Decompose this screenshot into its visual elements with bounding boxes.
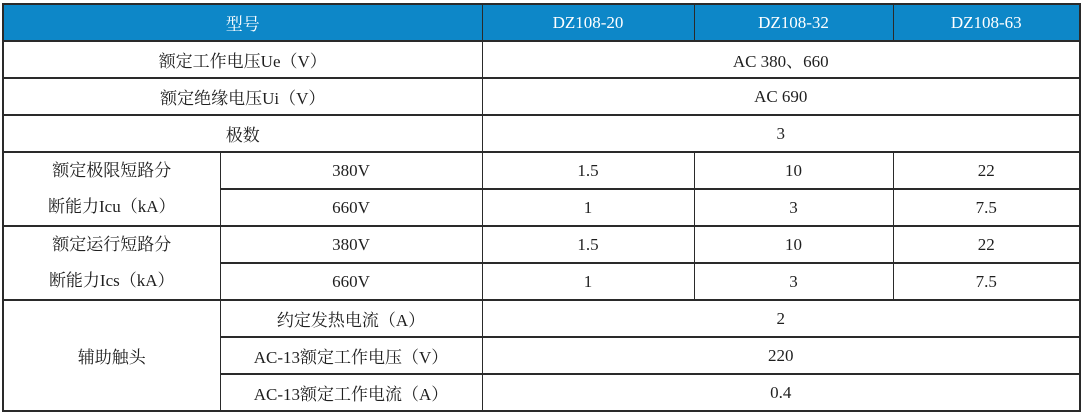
aux-ac13-current-label: AC-13额定工作电流（A） (220, 374, 482, 411)
icu-label-line1: 额定极限短路分 (52, 161, 172, 180)
rated-insulation-voltage-label: 额定绝缘电压Ui（V） (3, 78, 482, 115)
header-col-dz108-63: DZ108-63 (893, 4, 1080, 41)
header-col-dz108-20: DZ108-20 (482, 4, 694, 41)
header-col-dz108-32: DZ108-32 (694, 4, 893, 41)
aux-ac13-current-value: 0.4 (482, 374, 1080, 411)
icu-660v-dz108-20: 1 (482, 189, 694, 226)
row-ics-380v (3, 226, 1080, 263)
icu-660v-dz108-32: 3 (694, 189, 893, 226)
rated-working-voltage-value: AC 380、660 (482, 41, 1080, 78)
icu-660v-dz108-63: 7.5 (893, 189, 1080, 226)
aux-ac13-voltage-label: AC-13额定工作电压（V） (220, 337, 482, 374)
header-row (3, 4, 1080, 41)
icu-380v-dz108-63: 22 (893, 152, 1080, 189)
ics-label (3, 226, 220, 300)
row-icu-380v (3, 152, 1080, 189)
aux-thermal-current-label: 约定发热电流（A） (220, 300, 482, 337)
aux-thermal-current-value: 2 (482, 300, 1080, 337)
icu-380v-label: 380V (220, 152, 482, 189)
icu-label (3, 152, 220, 226)
ics-380v-dz108-20: 1.5 (482, 226, 694, 263)
row-poles (3, 115, 1080, 152)
icu-380v-dz108-20: 1.5 (482, 152, 694, 189)
row-rated-insulation-voltage (3, 78, 1080, 115)
ics-660v-label: 660V (220, 263, 482, 300)
icu-label-line2: 断能力Icu（kA） (48, 197, 176, 216)
aux-ac13-voltage-value: 220 (482, 337, 1080, 374)
ics-660v-dz108-32: 3 (694, 263, 893, 300)
ics-660v-dz108-63: 7.5 (893, 263, 1080, 300)
header-model-label: 型号 (3, 4, 482, 41)
ics-label-line1: 额定运行短路分 (52, 235, 172, 254)
row-rated-working-voltage (3, 41, 1080, 78)
rated-working-voltage-label: 额定工作电压Ue（V） (3, 41, 482, 78)
spec-table (2, 3, 1081, 412)
ics-label-line2: 断能力Ics（kA） (48, 271, 175, 290)
ics-380v-dz108-32: 10 (694, 226, 893, 263)
icu-660v-label: 660V (220, 189, 482, 226)
poles-label: 极数 (3, 115, 482, 152)
rated-insulation-voltage-value: AC 690 (482, 78, 1080, 115)
ics-660v-dz108-20: 1 (482, 263, 694, 300)
row-aux-thermal-current (3, 300, 1080, 337)
ics-380v-label: 380V (220, 226, 482, 263)
ics-380v-dz108-63: 22 (893, 226, 1080, 263)
auxiliary-contact-label: 辅助触头 (3, 300, 220, 411)
poles-value: 3 (482, 115, 1080, 152)
icu-380v-dz108-32: 10 (694, 152, 893, 189)
